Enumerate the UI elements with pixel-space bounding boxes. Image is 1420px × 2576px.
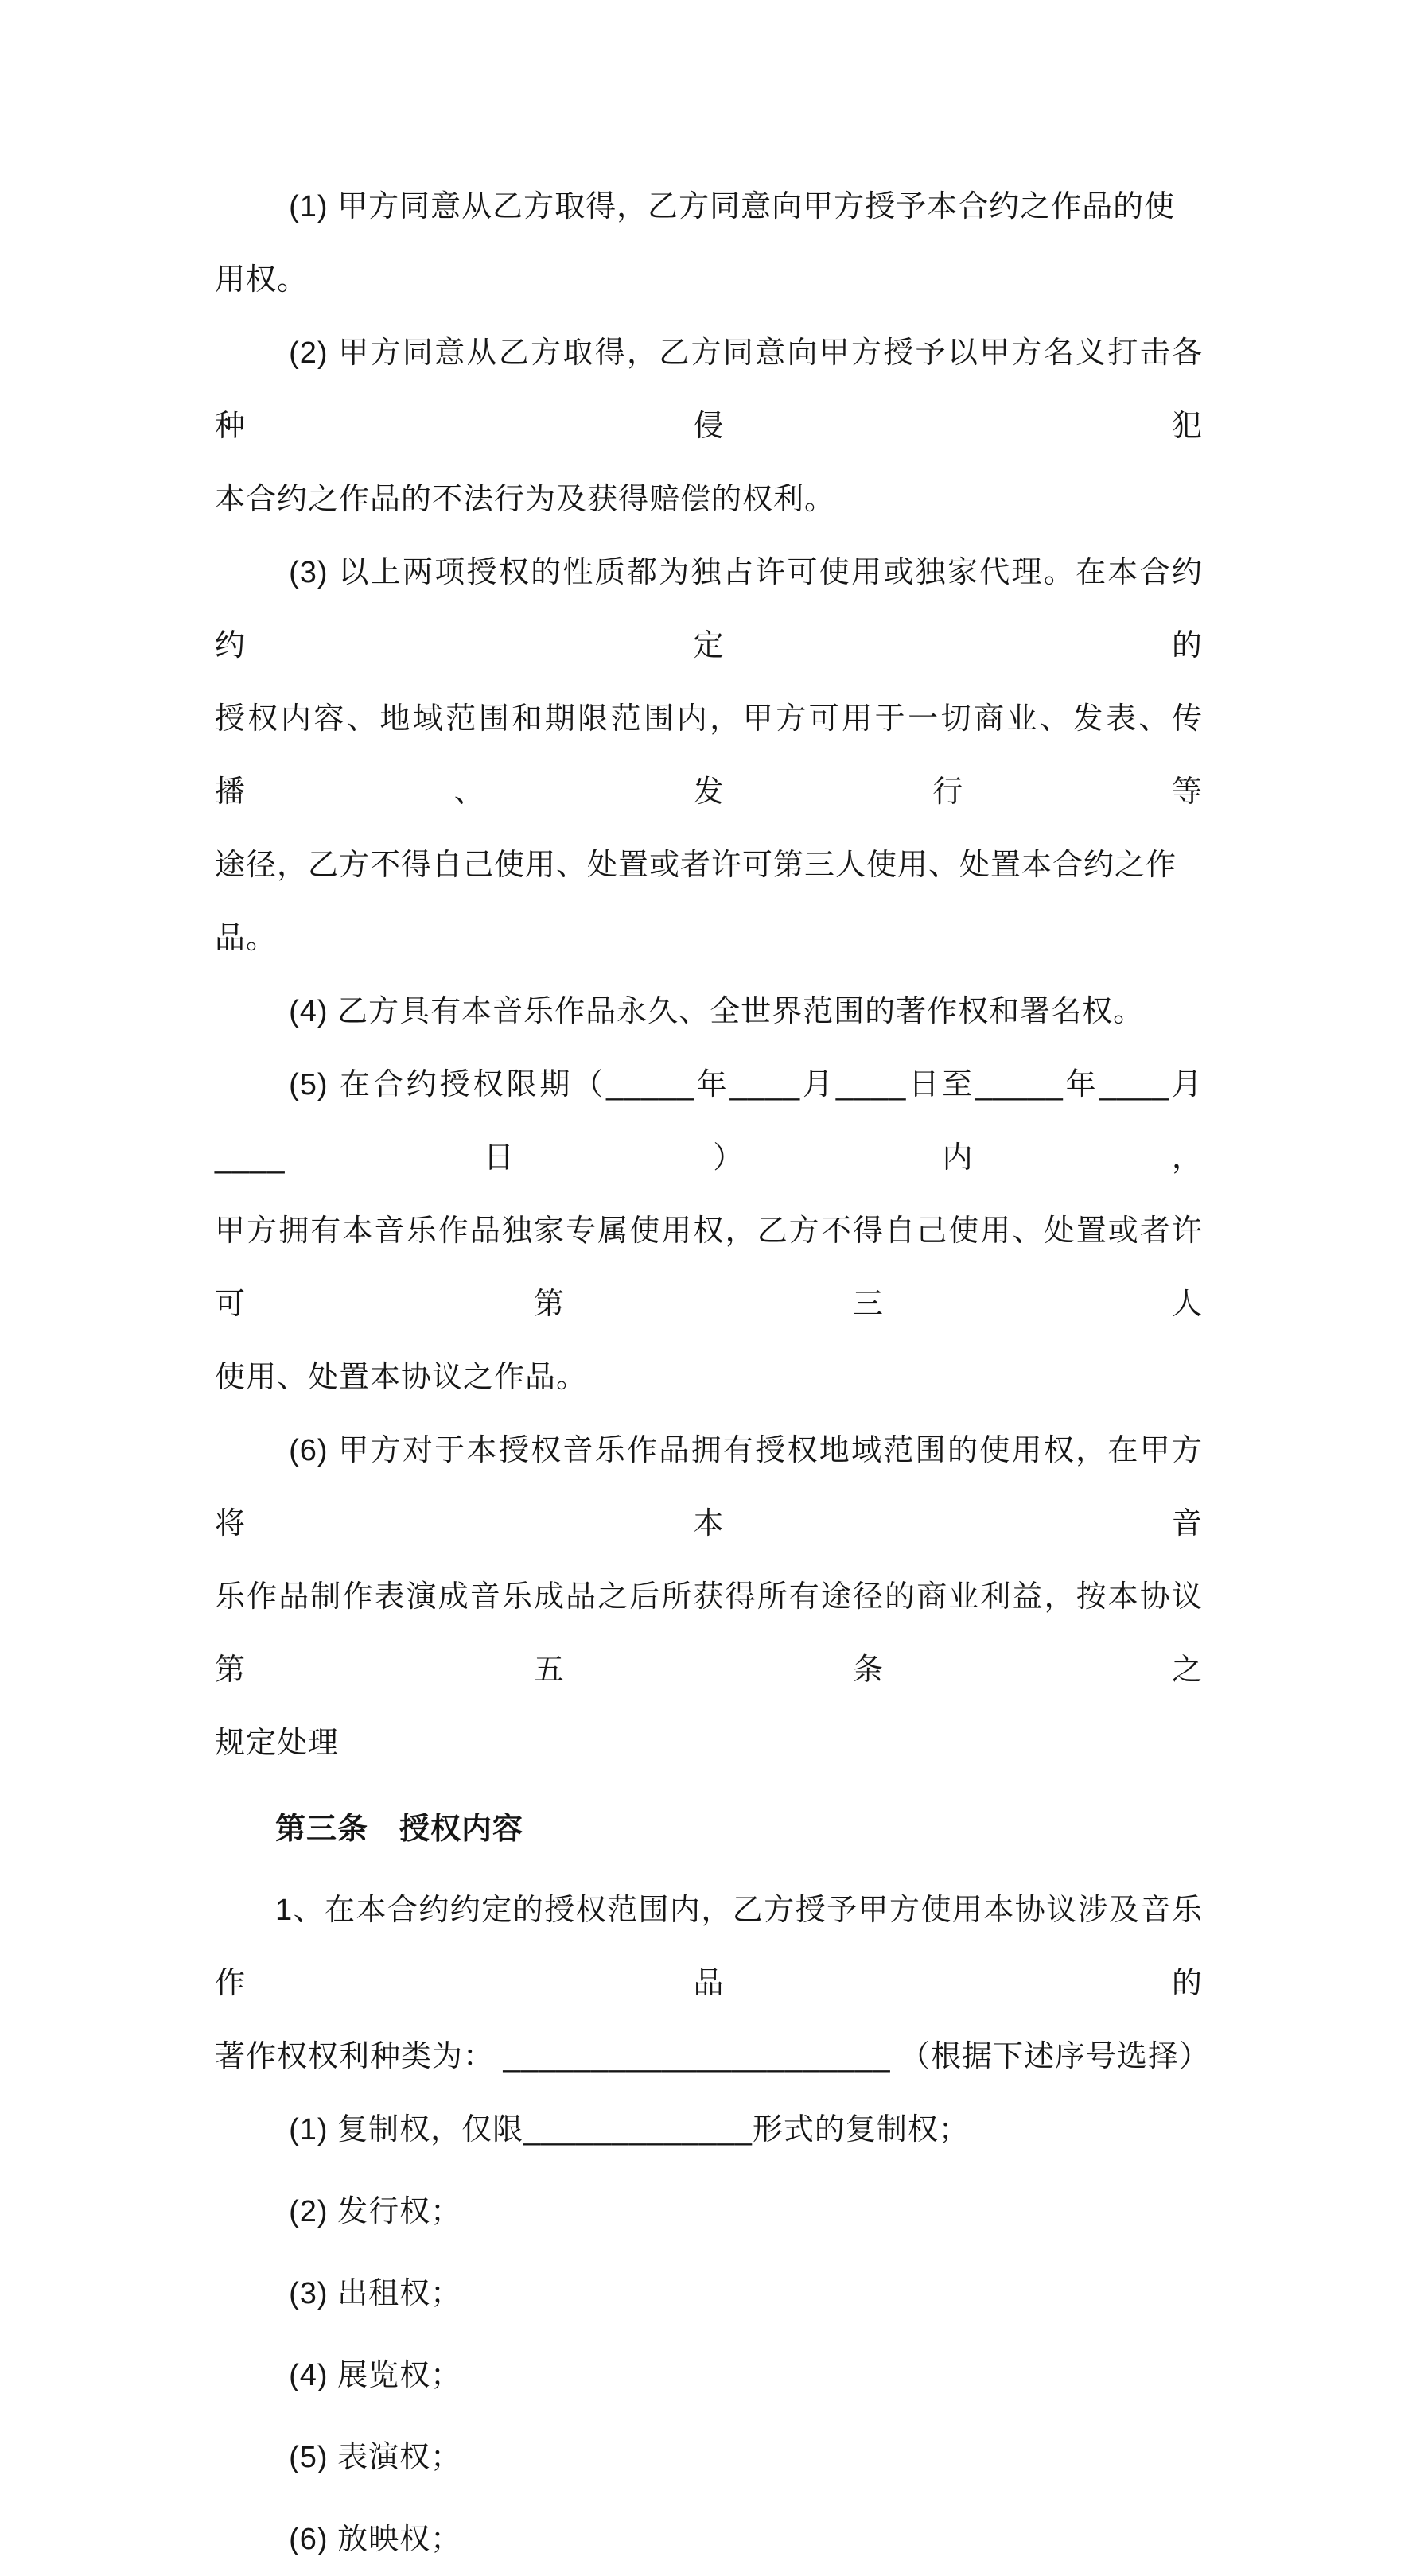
clause-2-item-3-line-3: 途径，乙方不得自己使用、处置或者许可第三人使用、处置本合约之作品。 [215, 849, 1177, 955]
right-type-item-5-performance: (5) 表演权； [289, 2441, 462, 2474]
clause-2-item-5-line-2: 甲方拥有本音乐作品独家专属使用权，乙方不得自己使用、处置或者许可第三人 [215, 1214, 1203, 1321]
clause-2-item-2-line-2: 本合约之作品的不法行为及获得赔偿的权利。 [215, 483, 836, 516]
right-type-item-6-projection: (6) 放映权； [289, 2523, 462, 2556]
section-3-heading: 第三条 授权内容 [275, 1813, 524, 1846]
clause-2-item-5-line-3: 使用、处置本协议之作品。 [215, 1361, 588, 1394]
document-body [215, 170, 1211, 2576]
clause-3-para-1-line-1: 1、在本合约约定的授权范围内，乙方授予甲方使用本协议涉及音乐作品的 [215, 1894, 1203, 2000]
right-type-item-3-rental: (3) 出租权； [289, 2277, 462, 2310]
right-type-item-4-exhibition: (4) 展览权； [289, 2359, 462, 2392]
clause-2-item-6-line-1: (6) 甲方对于本授权音乐作品拥有授权地域范围的使用权，在甲方将本音 [215, 1434, 1203, 1541]
clause-3-para-1-line-2-with-blank-field: 著作权权利种类为： ______________________ （根据下述序号选择） [215, 2040, 1211, 2073]
clause-2-item-6-line-3: 规定处理 [215, 1727, 340, 1760]
clause-2-item-2-line-1: (2) 甲方同意从乙方取得，乙方同意向甲方授予以甲方名义打击各种侵犯 [215, 336, 1203, 443]
clause-2-item-4-line: (4) 乙方具有本音乐作品永久、全世界范围的著作权和署名权。 [289, 995, 1145, 1028]
right-type-item-2-distribution: (2) 发行权； [289, 2195, 462, 2228]
clause-2-item-6-line-2: 乐作品制作表演成音乐成品之后所获得所有途径的商业利益，按本协议第五条之 [215, 1580, 1203, 1687]
clause-2-item-1-line: (1) 甲方同意从乙方取得，乙方同意向甲方授予本合约之作品的使用权。 [215, 190, 1176, 297]
clause-2-item-3-line-2: 授权内容、地域范围和期限范围内，甲方可用于一切商业、发表、传播、发行等 [215, 702, 1203, 809]
clause-2-item-5-line-1: (5) 在合约授权限期（_____年____月____日至_____年____月____日）内， [215, 1068, 1203, 1175]
clause-2-item-3-line-1: (3) 以上两项授权的性质都为独占许可使用或独家代理。在本合约约定的 [215, 556, 1203, 662]
right-type-item-1-copy-right: (1) 复制权，仅限_____________形式的复制权； [289, 2113, 970, 2147]
